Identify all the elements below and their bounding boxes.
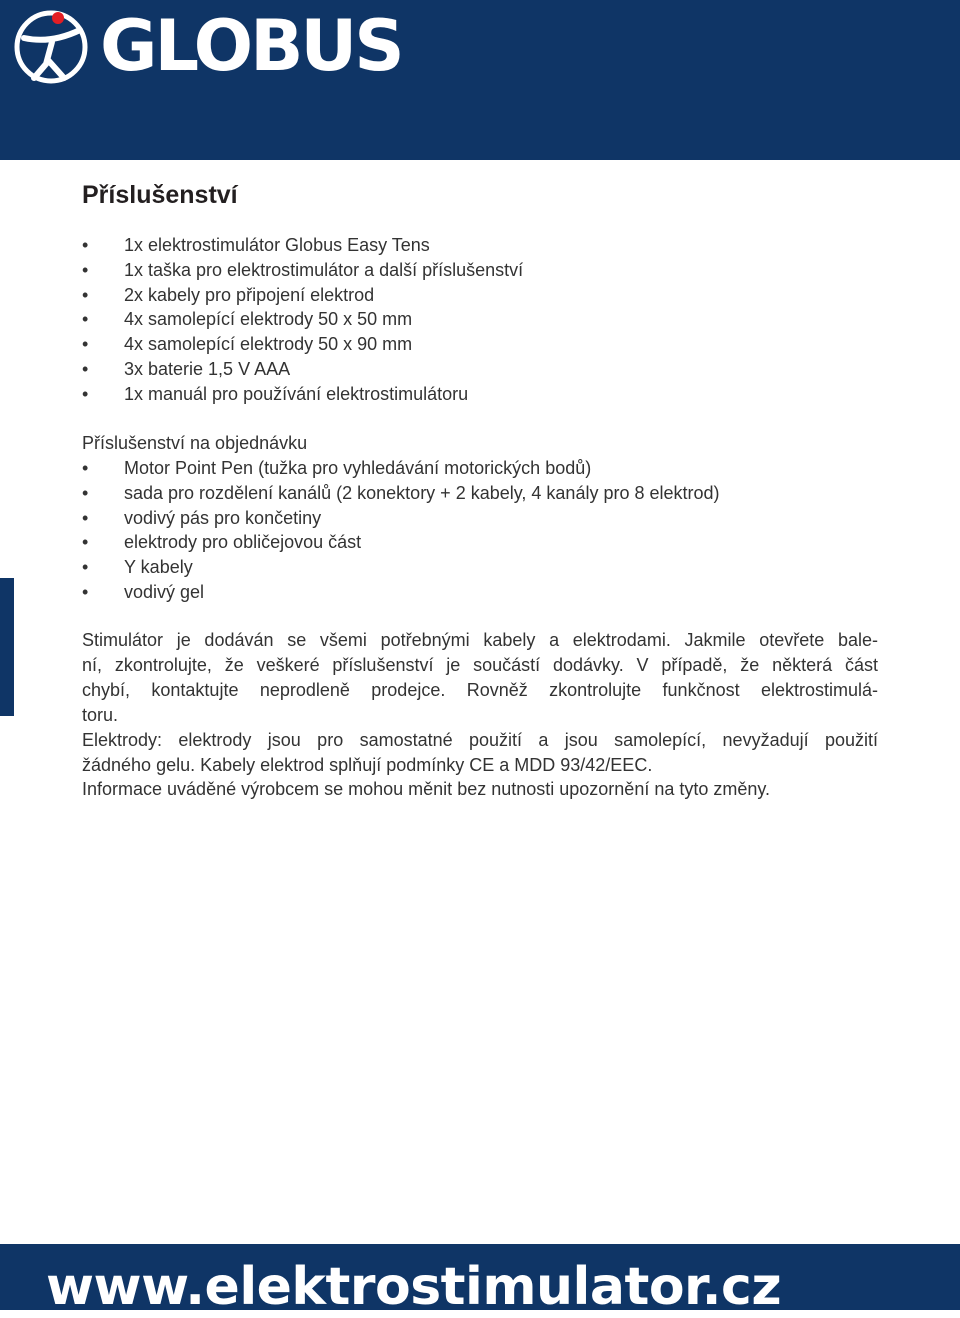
list-item-text: Y kabely (124, 557, 193, 578)
list-item-text: vodivý gel (124, 581, 205, 602)
paragraph-line: Stimulátor je dodáván se všemi potřebnými kabely a elektrodami. Jakmile otevřete bale- (82, 630, 878, 650)
bullet-icon: • (82, 383, 89, 404)
header-bar (0, 0, 960, 160)
list-item-text: 4x samolepící elektrody 50 x 90 mm (124, 334, 413, 355)
list-item-text: vodivý pás pro končetiny (124, 507, 322, 528)
list-item (82, 258, 523, 283)
list-item-text: sada pro rozdělení kanálů (2 konektory + 2 kabely, 4 kanály pro 8 elektrod) (124, 482, 720, 503)
optional-items-list (82, 456, 720, 605)
list-item (82, 530, 720, 555)
bullet-icon: • (82, 309, 89, 330)
brand-logo-text: GLOBUS (100, 5, 402, 87)
list-item (82, 332, 523, 357)
footer-website-url: www.elektrostimulator.cz (46, 1257, 782, 1317)
bullet-icon: • (82, 507, 89, 528)
list-item (82, 481, 720, 506)
paragraph-line: ní, zkontrolujte, že veškeré příslušenství je součástí dodávky. V případě, že některá část (82, 655, 878, 675)
bullet-icon: • (82, 284, 89, 305)
bullet-icon: • (82, 334, 89, 355)
list-item (82, 233, 523, 258)
side-accent-bar (0, 578, 14, 716)
list-item-text: elektrody pro obličejovou část (124, 532, 362, 553)
list-item (82, 382, 523, 407)
paragraph-line: toru. (82, 705, 119, 725)
bullet-icon: • (82, 235, 89, 255)
paragraph-line: chybí, kontaktujte neprodleně prodejce. Rovněž zkontrolujte funkčnost elektrostimulá- (82, 680, 878, 700)
list-item-text: 1x taška pro elektrostimulátor a další příslušenství (124, 259, 524, 280)
list-item (82, 283, 523, 308)
bullet-icon: • (82, 458, 89, 478)
optional-accessories-heading: Příslušenství na objednávku (82, 433, 308, 453)
bullet-icon: • (82, 358, 89, 379)
globus-logo-icon (12, 8, 90, 86)
list-item (82, 506, 720, 531)
bullet-icon: • (82, 482, 89, 503)
bullet-icon: • (82, 557, 89, 578)
paragraph-line: Elektrody: elektrody jsou pro samostatné použití a jsou samolepící, nevyžadují použití (82, 730, 878, 750)
bullet-icon: • (82, 259, 89, 280)
bullet-icon: • (82, 532, 89, 553)
list-item (82, 456, 720, 481)
list-item-text: Motor Point Pen (tužka pro vyhledávání motorických bodů) (124, 458, 592, 478)
list-item (82, 357, 523, 382)
included-items-list (82, 233, 523, 407)
list-item (82, 555, 720, 580)
list-item (82, 307, 523, 332)
list-item-text: 1x elektrostimulátor Globus Easy Tens (124, 235, 430, 255)
list-item-text: 1x manuál pro používání elektrostimulátoru (124, 383, 469, 404)
list-item-text: 3x baterie 1,5 V AAA (124, 358, 291, 379)
list-item-text: 2x kabely pro připojení elektrod (124, 284, 375, 305)
bullet-icon: • (82, 581, 89, 602)
paragraph-line: žádného gelu. Kabely elektrod splňují podmínky CE a MDD 93/42/EEC. (82, 755, 653, 775)
page-title: Příslušenství (82, 181, 238, 209)
paragraph-line: Informace uváděné výrobcem se mohou měnit bez nutnosti upozornění na tyto změny. (82, 779, 771, 799)
list-item-text: 4x samolepící elektrody 50 x 50 mm (124, 309, 413, 330)
list-item (82, 580, 720, 605)
